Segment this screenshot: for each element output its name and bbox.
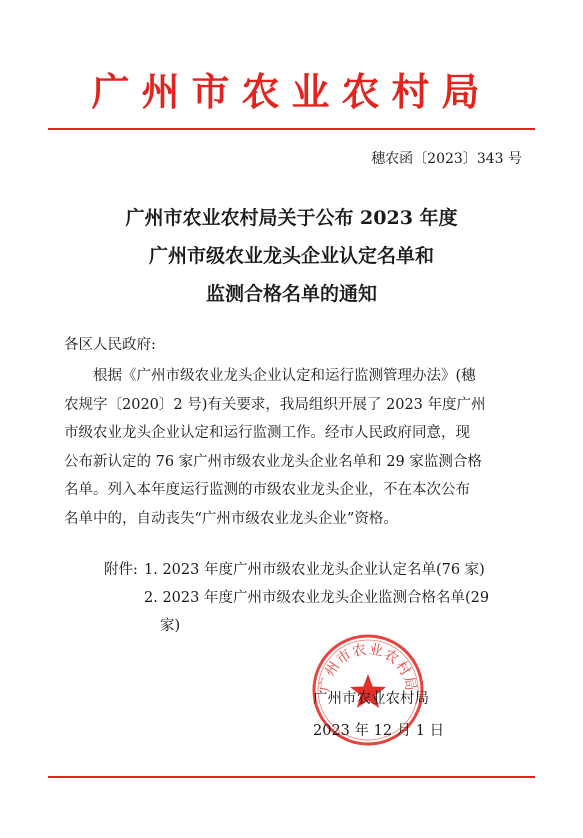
title-line-3: 监测合格名单的通知 bbox=[205, 283, 377, 305]
attachment-item-2: 2. 2023 年度广州市级农业龙头企业监测合格名单(29 bbox=[144, 590, 490, 606]
document-number: 穗农函〔2023〕343 号 bbox=[371, 151, 522, 167]
document-title bbox=[0, 199, 583, 313]
attachments-label: 附件: bbox=[104, 562, 138, 578]
body-line-2: 农规字〔2020〕2 号)有关要求，我局组织开展了 2023 年度广州 bbox=[64, 396, 486, 413]
body-line-4: 公布新认定的 76 家广州市级农业龙头企业名单和 29 家监测合格 bbox=[64, 453, 482, 470]
signature-org: 广州市农业农村局 bbox=[313, 691, 429, 707]
title-line-1: 广州市农业农村局关于公布 2023 年度 bbox=[125, 207, 458, 229]
top-red-rule bbox=[48, 128, 535, 130]
issuer-masthead: 广州市农业农村局 bbox=[91, 69, 492, 114]
body-line-5: 名单。列入本年度运行监测的市级农业龙头企业，不在本次公布 bbox=[64, 482, 470, 498]
salutation: 各区人民政府: bbox=[64, 337, 156, 353]
attachments-list bbox=[104, 556, 489, 640]
body-paragraph bbox=[64, 362, 522, 533]
title-line-2: 广州市级农业龙头企业认定名单和 bbox=[148, 245, 434, 267]
body-line-1: 根据《广州市级农业龙头企业认定和运行监测管理办法》(穗 bbox=[93, 368, 476, 384]
bottom-red-rule bbox=[48, 776, 535, 778]
body-line-3: 市级农业龙头企业认定和运行监测工作。经市人民政府同意，现 bbox=[64, 425, 470, 441]
body-line-6: 名单中的，自动丧失“广州市级农业龙头企业”资格。 bbox=[64, 510, 398, 527]
seal-arc-text: 广州市农业农村局 bbox=[317, 641, 419, 694]
signature-date: 2023 年 12 月 1 日 bbox=[313, 723, 445, 739]
attachment-item-1: 1. 2023 年度广州市级农业龙头企业认定名单(76 家) bbox=[144, 562, 485, 578]
attachment-item-2-continued: 家) bbox=[160, 618, 181, 634]
